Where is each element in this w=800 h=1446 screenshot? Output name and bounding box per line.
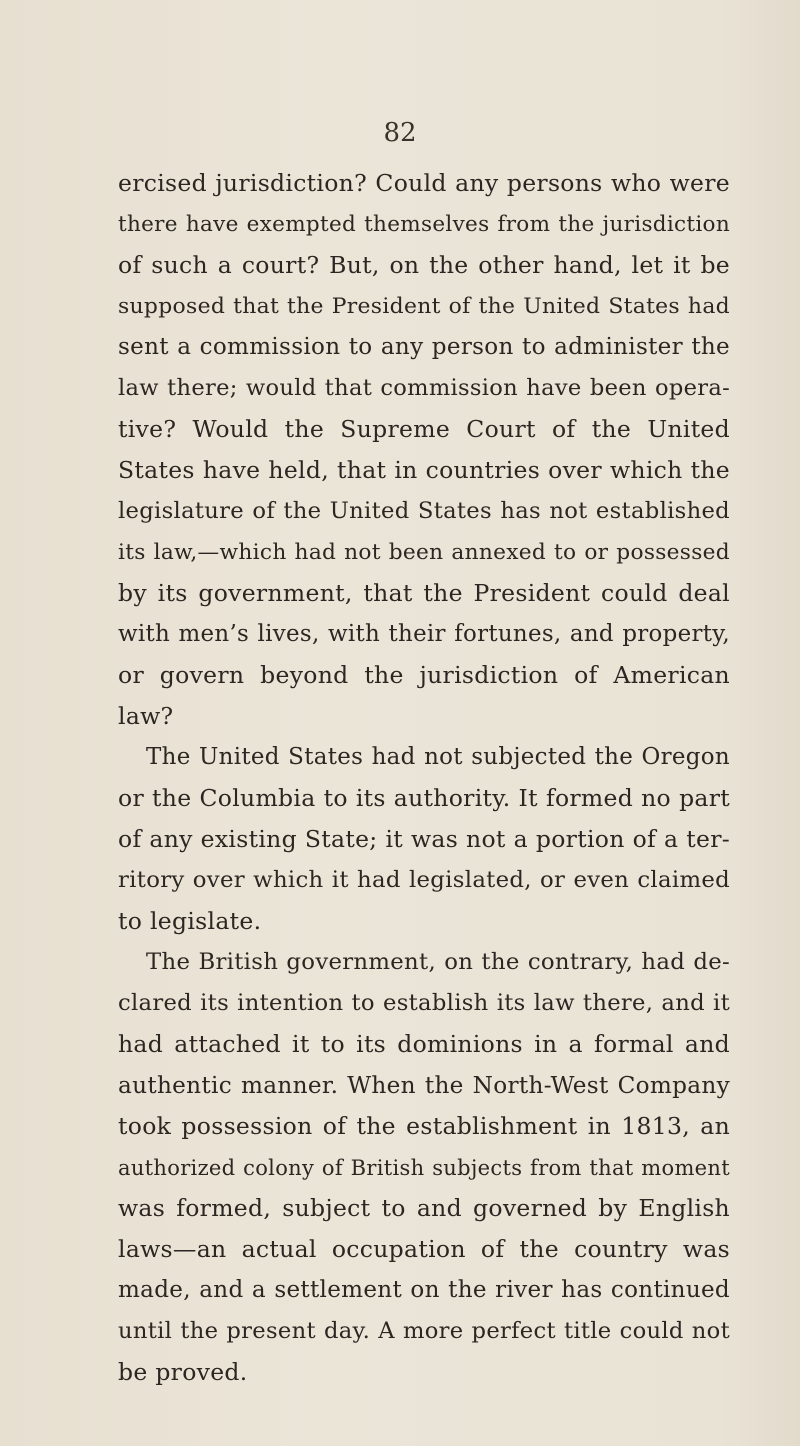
text-line: authentic manner. When the North-West Company [118,1072,730,1099]
text-line: ercised jurisdiction? Could any persons who were [118,169,730,197]
paragraph-end-line: to legislate. [118,907,262,935]
text-line: clared its intention to establish its law there, and it [118,990,730,1016]
text-line: or the Columbia to its authority. It formed no part [118,784,730,812]
text-line: its law,—which had not been annexed to or possessed [118,540,730,565]
text-line: had attached it to its dominions in a formal and [118,1030,730,1058]
text-line: of any existing State; it was not a portion of a ter- [118,825,730,853]
text-line: supposed that the President of the United States had [118,294,730,319]
page-number: 82 [383,118,417,148]
text-line: laws—an actual occupation of the country was [118,1235,730,1263]
text-line: made, and a settlement on the river has continued [118,1277,730,1303]
text-line: or govern beyond the jurisdiction of American [118,661,730,689]
text-line: with men’s lives, with their fortunes, and property, [118,621,730,647]
body-text [118,163,730,1393]
text-line: ritory over which it had legislated, or even claimed [118,867,730,893]
text-line: by its government, that the President could deal [118,579,730,607]
text-line: States have held, that in countries over which the [118,456,730,484]
paragraph-end-line: be proved. [118,1358,248,1386]
text-line: tive? Would the Supreme Court of the United [118,415,730,443]
text-line: took possession of the establishment in 1813, an [118,1112,730,1140]
text-line: until the present day. A more perfect title could not [118,1318,730,1344]
text-line: there have exempted themselves from the jurisdiction [118,212,730,237]
paragraph-start-line: The British government, on the contrary, had de- [146,949,730,975]
text-line: was formed, subject to and governed by English [118,1194,730,1222]
paragraph-start-line: The United States had not subjected the Oregon [146,744,730,770]
paragraph-end-line: law? [118,702,174,730]
text-line: of such a court? But, on the other hand, let it be [118,251,730,279]
text-line: sent a commission to any person to administer the [118,334,730,360]
text-line: law there; would that commission have been opera- [118,375,730,401]
text-line: legislature of the United States has not established [118,498,730,524]
text-line: authorized colony of British subjects from that moment [118,1155,730,1180]
